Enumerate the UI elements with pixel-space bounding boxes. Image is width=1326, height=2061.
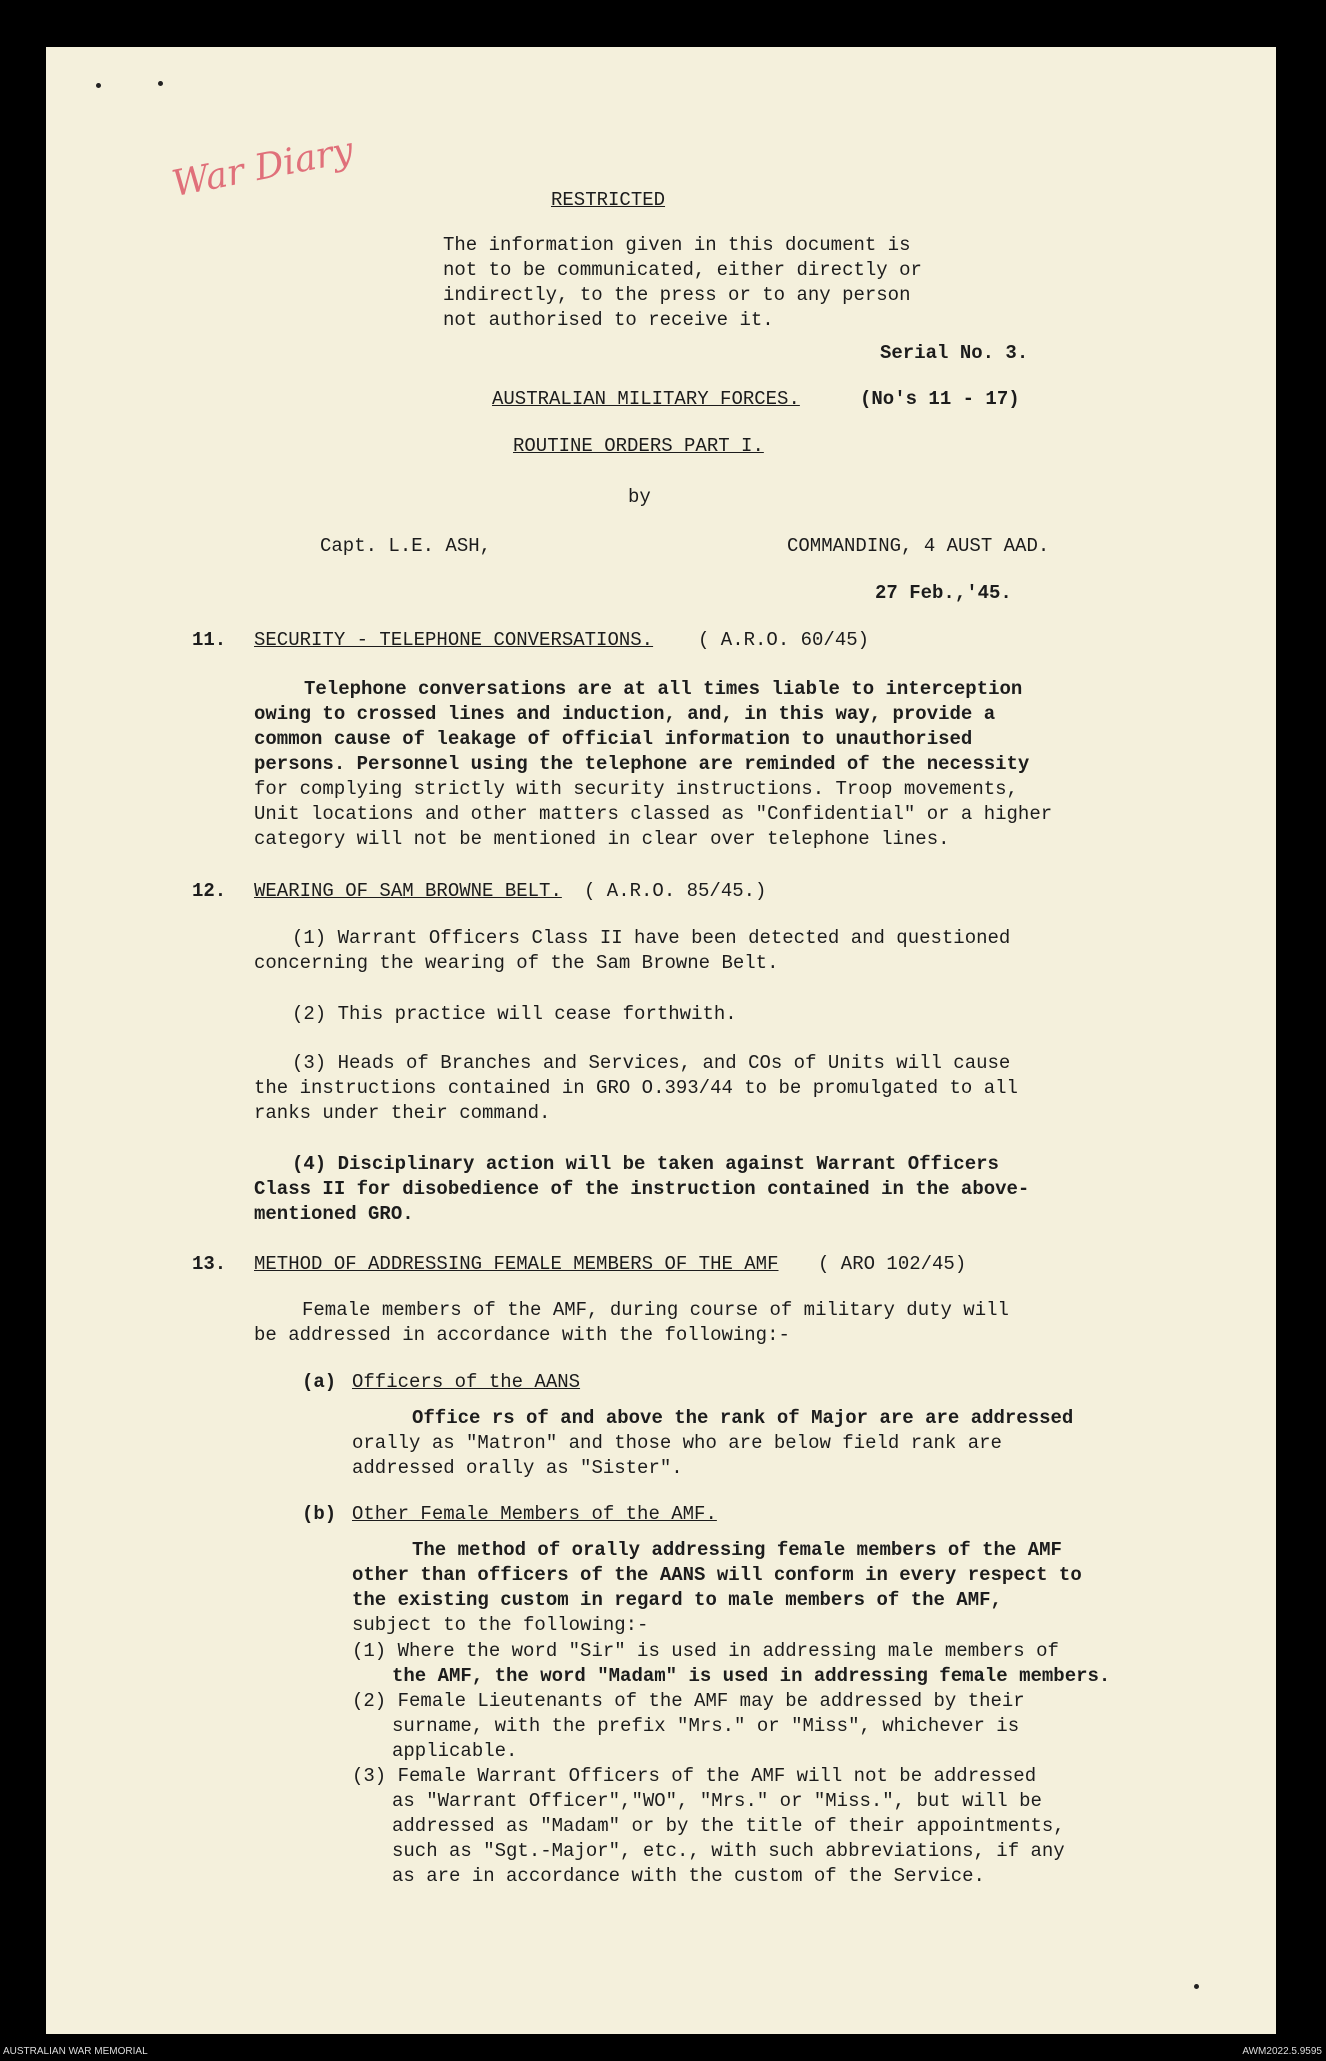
paragraph-line: persons. Personnel using the telephone are reminded of the necessity: [254, 753, 1030, 775]
order-date: 27 Feb.,'45.: [875, 582, 1012, 604]
section-number: 12.: [192, 880, 227, 902]
subsection-label: (b): [302, 1503, 337, 1525]
paragraph-line: category will not be mentioned in clear over telephone lines.: [254, 828, 950, 850]
list-item-line: the AMF, the word "Madam" is used in addressing female members.: [392, 1665, 1111, 1687]
paragraph-line: ranks under their command.: [254, 1102, 551, 1124]
paragraph-line: orally as "Matron" and those who are below field rank are: [352, 1432, 1002, 1454]
list-item-line: as are in accordance with the custom of the Service.: [392, 1865, 985, 1887]
paragraph-line: concerning the wearing of the Sam Browne Belt.: [254, 952, 779, 974]
paragraph-line: Class II for disobedience of the instruction contained in the above-: [254, 1178, 1030, 1200]
paragraph-line: (1) Warrant Officers Class II have been detected and questioned: [292, 927, 1011, 949]
paragraph-line: owing to crossed lines and induction, and, in this way, provide a: [254, 703, 996, 725]
subsection-title: Officers of the AANS: [352, 1371, 581, 1393]
list-item-line: as "Warrant Officer","WO", "Mrs." or "Miss.", but will be: [392, 1790, 1042, 1812]
list-item-line: (1) Where the word "Sir" is used in addressing male members of: [352, 1640, 1059, 1662]
section-title: SECURITY - TELEPHONE CONVERSATIONS.: [254, 629, 654, 651]
paragraph-line: (3) Heads of Branches and Services, and COs of Units will cause: [292, 1052, 1011, 1074]
by-label: by: [628, 486, 651, 508]
serial-number: Serial No. 3.: [880, 342, 1029, 364]
paragraph-line: the instructions contained in GRO O.393/44 to be promulgated to all: [254, 1077, 1018, 1099]
paragraph-line: Female members of the AMF, during course of military duty will: [302, 1299, 1009, 1321]
restricted-line: The information given in this document is: [443, 234, 911, 256]
list-item-line: (3) Female Warrant Officers of the AMF will not be addressed: [352, 1765, 1037, 1787]
handwritten-annotation: War Diary: [168, 129, 357, 206]
order-numbers: (No's 11 - 17): [860, 388, 1020, 410]
paragraph-line: (4) Disciplinary action will be taken against Warrant Officers: [292, 1153, 999, 1175]
paragraph-line: (2) This practice will cease forthwith.: [292, 1003, 737, 1025]
restricted-line: not authorised to receive it.: [443, 309, 774, 331]
section-reference: ( A.R.O. 60/45): [698, 629, 870, 651]
punch-mark: [1194, 1984, 1199, 1989]
section-number: 13.: [192, 1253, 227, 1275]
list-item-line: (2) Female Lieutenants of the AMF may be addressed by their: [352, 1690, 1025, 1712]
section-number: 11.: [192, 629, 227, 651]
paragraph-line: mentioned GRO.: [254, 1203, 414, 1225]
list-item-line: such as "Sgt.-Major", etc., with such abbreviations, if any: [392, 1840, 1065, 1862]
paragraph-line: addressed orally as "Sister".: [352, 1457, 683, 1479]
paragraph-line: common cause of leakage of official information to unauthorised: [254, 728, 973, 750]
section-reference: ( A.R.O. 85/45.): [584, 880, 767, 902]
routine-heading: ROUTINE ORDERS PART I.: [513, 435, 764, 457]
paragraph-line: other than officers of the AANS will conform in every respect to: [352, 1564, 1082, 1586]
section-title: WEARING OF SAM BROWNE BELT.: [254, 880, 562, 902]
paragraph-line: Unit locations and other matters classed as "Confidential" or a higher: [254, 803, 1053, 825]
punch-mark: [158, 81, 163, 86]
list-item-line: surname, with the prefix "Mrs." or "Miss", whichever is: [392, 1715, 1020, 1737]
paragraph-line: for complying strictly with security instructions. Troop movements,: [254, 778, 1018, 800]
paragraph-line: the existing custom in regard to male members of the AMF,: [352, 1589, 1002, 1611]
paragraph-line: Telephone conversations are at all times liable to interception: [304, 678, 1023, 700]
section-title: METHOD OF ADDRESSING FEMALE MEMBERS OF THE AMF: [254, 1253, 779, 1275]
punch-mark: [96, 83, 101, 88]
paragraph-line: The method of orally addressing female members of the AMF: [412, 1539, 1062, 1561]
footer-right: AWM2022.5.9595: [1242, 2046, 1322, 2057]
list-item-line: addressed as "Madam" or by the title of their appointments,: [392, 1815, 1065, 1837]
paragraph-line: subject to the following:-: [352, 1614, 649, 1636]
paragraph-line: Office rs of and above the rank of Major are are addressed: [412, 1407, 1074, 1429]
restricted-line: not to be communicated, either directly or: [443, 259, 922, 281]
captain-name: Capt. L.E. ASH,: [320, 535, 492, 557]
restricted-line: indirectly, to the press or to any person: [443, 284, 911, 306]
document-page: [46, 47, 1276, 2034]
paragraph-line: be addressed in accordance with the following:-: [254, 1324, 790, 1346]
restricted-heading: RESTRICTED: [551, 189, 666, 211]
commanding-unit: COMMANDING, 4 AUST AAD.: [787, 535, 1050, 557]
footer-left: AUSTRALIAN WAR MEMORIAL: [3, 2046, 148, 2057]
section-reference: ( ARO 102/45): [818, 1253, 967, 1275]
forces-heading: AUSTRALIAN MILITARY FORCES.: [492, 388, 800, 410]
list-item-line: applicable.: [392, 1740, 518, 1762]
subsection-label: (a): [302, 1371, 337, 1393]
subsection-title: Other Female Members of the AMF.: [352, 1503, 717, 1525]
